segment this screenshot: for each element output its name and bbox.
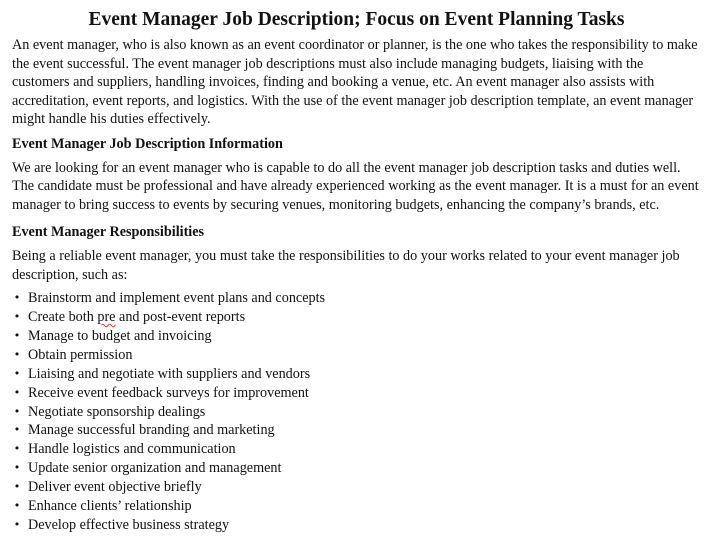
list-item bbox=[12, 346, 701, 365]
list-item bbox=[12, 440, 701, 459]
bullet-icon: • bbox=[13, 461, 21, 475]
list-item bbox=[12, 478, 701, 497]
list-item bbox=[12, 516, 701, 535]
section-body-responsibilities: Being a reliable event manager, you must take the responsibilities to do your works related to your event manager job description, such as: bbox=[12, 247, 680, 283]
list-item bbox=[12, 459, 701, 478]
intro-paragraph: An event manager, who is also known as an event coordinator or planner, is the one who takes the responsibility to make the event successful. The event manager job descriptions must also include managing budgets, liaising with the customers and suppliers, handling invoices, finding and booking a venue, etc. An event manager also assists with accreditation, event reports, and logistics. With the use of the event manager job description template, an event manager might handle his duties effectively. bbox=[12, 37, 698, 128]
list-item-text: Update senior organization and management bbox=[28, 460, 282, 477]
list-item bbox=[12, 365, 701, 384]
section-body-info: We are looking for an event manager who is capable to do all the event manager job description tasks and duties well. The candidate must be professional and have already experienced working as the event manager. It is a must for an event manager to bring success to events by securing venues, monitoring budgets, enhancing the company’s brands, etc. bbox=[12, 159, 699, 213]
bullet-icon: • bbox=[13, 442, 21, 456]
list-item-text: Deliver event objective briefly bbox=[28, 479, 202, 496]
list-item-text: Negotiate sponsorship dealings bbox=[28, 403, 206, 420]
list-item bbox=[12, 497, 701, 516]
section-responsibilities bbox=[12, 223, 701, 535]
list-item-text: Handle logistics and communication bbox=[28, 441, 236, 458]
list-item bbox=[12, 308, 701, 327]
bullet-icon: • bbox=[13, 404, 21, 418]
bullet-icon: • bbox=[13, 480, 21, 494]
section-job-info bbox=[12, 135, 701, 214]
list-item-text: Enhance clients’ relationship bbox=[28, 498, 192, 515]
list-item-text: Manage successful branding and marketing bbox=[28, 422, 275, 439]
page-title: Event Manager Job Description; Focus on Event Planning Tasks bbox=[88, 9, 625, 30]
bullet-icon: • bbox=[13, 385, 21, 399]
list-item-text: Brainstorm and implement event plans and concepts bbox=[28, 290, 326, 307]
bullet-icon: • bbox=[13, 310, 21, 324]
bullet-icon: • bbox=[13, 518, 21, 531]
section-heading-info: Event Manager Job Description Information bbox=[12, 135, 283, 152]
bullet-icon: • bbox=[13, 291, 21, 305]
bullet-icon: • bbox=[13, 347, 21, 361]
list-item bbox=[12, 403, 701, 422]
list-item-text: Receive event feedback surveys for improvement bbox=[28, 384, 309, 401]
bullet-icon: • bbox=[13, 328, 21, 342]
list-item-text: Obtain permission bbox=[28, 346, 133, 363]
list-item-text: Liaising and negotiate with suppliers and vendors bbox=[28, 365, 311, 382]
list-item bbox=[12, 327, 701, 346]
bullet-icon: • bbox=[13, 366, 21, 380]
bullet-icon: • bbox=[13, 423, 21, 437]
list-item bbox=[12, 384, 701, 403]
responsibilities-list bbox=[12, 289, 701, 535]
list-item bbox=[12, 421, 701, 440]
list-item-text: Create both pre and post-event reports bbox=[28, 309, 246, 326]
bullet-icon: • bbox=[13, 499, 21, 513]
section-heading-responsibilities: Event Manager Responsibilities bbox=[12, 224, 205, 241]
list-item bbox=[12, 289, 701, 308]
list-item-text: Develop effective business strategy bbox=[28, 517, 230, 533]
list-item-text: Manage to budget and invoicing bbox=[28, 327, 212, 344]
